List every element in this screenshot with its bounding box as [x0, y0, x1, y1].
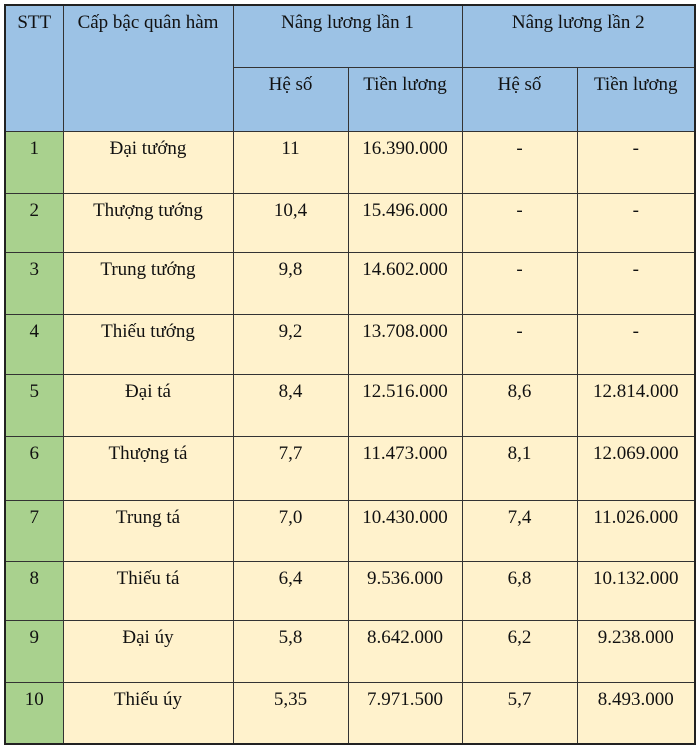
salary-1-cell: 12.516.000	[348, 374, 462, 436]
table-row	[5, 193, 695, 252]
stt-cell: 7	[5, 500, 63, 561]
coefficient-2-cell: -	[462, 131, 577, 193]
coefficient-2-cell: 6,8	[462, 561, 577, 620]
header-rank: Cấp bậc quân hàm	[63, 5, 233, 131]
stt-cell: 1	[5, 131, 63, 193]
rank-cell: Thiếu úy	[63, 682, 233, 744]
coefficient-2-cell: -	[462, 314, 577, 374]
coefficient-1-cell: 7,7	[233, 436, 348, 500]
salary-2-cell: 8.493.000	[577, 682, 695, 744]
coefficient-2-cell: -	[462, 252, 577, 314]
salary-2-cell: 12.814.000	[577, 374, 695, 436]
stt-cell: 5	[5, 374, 63, 436]
coefficient-2-cell: 5,7	[462, 682, 577, 744]
coefficient-2-cell: 7,4	[462, 500, 577, 561]
rank-cell: Đại úy	[63, 620, 233, 682]
salary-2-cell: -	[577, 193, 695, 252]
stt-cell: 3	[5, 252, 63, 314]
table-row	[5, 436, 695, 500]
coefficient-1-cell: 10,4	[233, 193, 348, 252]
coefficient-1-cell: 9,8	[233, 252, 348, 314]
stt-cell: 10	[5, 682, 63, 744]
stt-cell: 6	[5, 436, 63, 500]
salary-1-cell: 14.602.000	[348, 252, 462, 314]
header-stt: STT	[5, 5, 63, 131]
coefficient-1-cell: 11	[233, 131, 348, 193]
salary-1-cell: 13.708.000	[348, 314, 462, 374]
header-coefficient-2: Hệ số	[462, 67, 577, 131]
rank-cell: Thượng tướng	[63, 193, 233, 252]
coefficient-1-cell: 5,35	[233, 682, 348, 744]
table-row	[5, 682, 695, 744]
salary-table	[4, 4, 696, 745]
salary-2-cell: 12.069.000	[577, 436, 695, 500]
coefficient-2-cell: 8,6	[462, 374, 577, 436]
salary-1-cell: 15.496.000	[348, 193, 462, 252]
header-salary-2: Tiền lương	[577, 67, 695, 131]
salary-1-cell: 8.642.000	[348, 620, 462, 682]
table-row	[5, 500, 695, 561]
salary-2-cell: 11.026.000	[577, 500, 695, 561]
rank-cell: Thượng tá	[63, 436, 233, 500]
coefficient-2-cell: 8,1	[462, 436, 577, 500]
rank-cell: Thiếu tá	[63, 561, 233, 620]
table-row	[5, 374, 695, 436]
rank-cell: Thiếu tướng	[63, 314, 233, 374]
rank-cell: Trung tướng	[63, 252, 233, 314]
coefficient-1-cell: 8,4	[233, 374, 348, 436]
salary-1-cell: 9.536.000	[348, 561, 462, 620]
salary-1-cell: 16.390.000	[348, 131, 462, 193]
coefficient-2-cell: 6,2	[462, 620, 577, 682]
salary-1-cell: 11.473.000	[348, 436, 462, 500]
salary-2-cell: 10.132.000	[577, 561, 695, 620]
table-row	[5, 131, 695, 193]
table-row	[5, 252, 695, 314]
stt-cell: 2	[5, 193, 63, 252]
stt-cell: 8	[5, 561, 63, 620]
coefficient-2-cell: -	[462, 193, 577, 252]
coefficient-1-cell: 9,2	[233, 314, 348, 374]
header-salary-1: Tiền lương	[348, 67, 462, 131]
rank-cell: Trung tá	[63, 500, 233, 561]
table-row	[5, 561, 695, 620]
salary-2-cell: -	[577, 252, 695, 314]
table-row	[5, 314, 695, 374]
table-row	[5, 620, 695, 682]
header-raise-2: Nâng lương lần 2	[462, 5, 695, 67]
rank-cell: Đại tá	[63, 374, 233, 436]
header-coefficient-1: Hệ số	[233, 67, 348, 131]
rank-cell: Đại tướng	[63, 131, 233, 193]
salary-2-cell: -	[577, 131, 695, 193]
salary-2-cell: -	[577, 314, 695, 374]
coefficient-1-cell: 6,4	[233, 561, 348, 620]
coefficient-1-cell: 7,0	[233, 500, 348, 561]
salary-1-cell: 10.430.000	[348, 500, 462, 561]
salary-1-cell: 7.971.500	[348, 682, 462, 744]
coefficient-1-cell: 5,8	[233, 620, 348, 682]
header-row-top	[5, 5, 695, 67]
salary-2-cell: 9.238.000	[577, 620, 695, 682]
header-raise-1: Nâng lương lần 1	[233, 5, 462, 67]
stt-cell: 4	[5, 314, 63, 374]
table-body	[5, 131, 695, 744]
stt-cell: 9	[5, 620, 63, 682]
